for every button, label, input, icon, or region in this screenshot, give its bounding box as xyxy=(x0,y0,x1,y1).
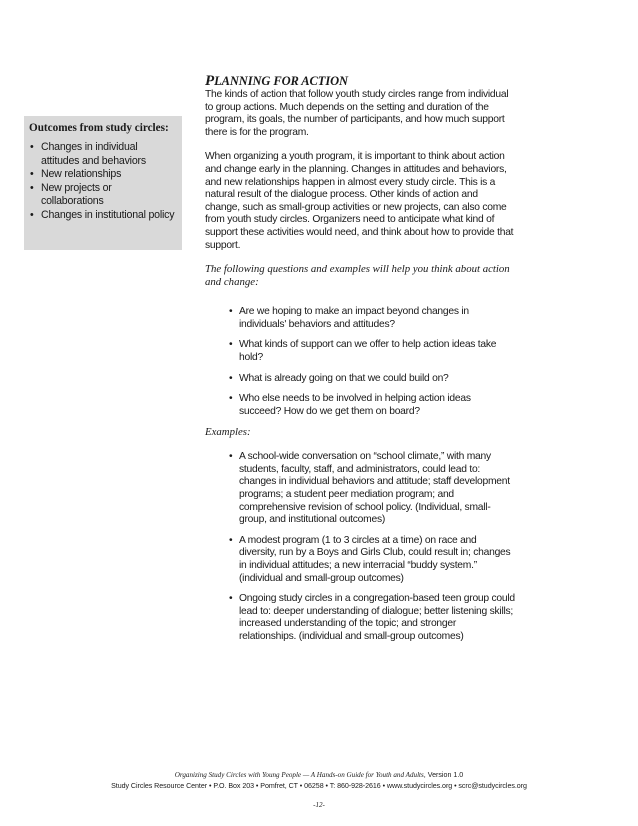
questions-intro: The following questions and examples will help you think about action and change: xyxy=(205,263,510,289)
heading-rest: LANNING FOR ACTION xyxy=(214,74,348,88)
outcomes-sidebar xyxy=(24,116,182,250)
book-version: , Version 1.0 xyxy=(423,771,464,779)
examples-label: Examples: xyxy=(205,426,251,439)
example-item: • A school-wide conversation on “school climate,” with many students, faculty, staff, and administrators, could lead to: changes in individual behaviors and attitude; staff development programs; a student peer mediation program; and comprehensive revision of school policy. (Individual, small-group, and institutional outcomes) xyxy=(229,451,515,527)
outcome-item: • Changes in institutional policy xyxy=(29,209,176,223)
outcomes-list xyxy=(29,141,176,223)
book-title: Organizing Study Circles with Young People — A Hands-on Guide for Youth and Adults xyxy=(174,771,424,779)
main-column xyxy=(205,74,515,652)
questions-list xyxy=(229,306,515,418)
question-item: • Who else needs to be involved in helping action ideas succeed? How do we get them on board? xyxy=(229,393,515,418)
example-item: • Ongoing study circles in a congregation-based teen group could lead to: deeper understanding of dialogue; better listening skills; increased understanding of the topic; and stronger relationships. (individual and small-group outcomes) xyxy=(229,593,515,643)
question-item: • Are we hoping to make an impact beyond changes in individuals' behaviors and attitudes? xyxy=(229,306,515,331)
examples-list xyxy=(229,451,515,643)
example-item: • A modest program (1 to 3 circles at a time) on race and diversity, run by a Boys and Girls Club, could result in; changes in individual attitudes; a new interracial “buddy system.” (individual and small-group outcomes) xyxy=(229,535,515,585)
question-item: • What kinds of support can we offer to help action ideas take hold? xyxy=(229,339,515,364)
page-footer xyxy=(0,770,638,811)
section-heading xyxy=(205,74,515,89)
intro-paragraph: The kinds of action that follow youth study circles range from individual to group actions. Much depends on the setting and duration of the program, its goals, the number of participants, and how much support there is for the program. xyxy=(205,89,509,138)
page-number: -12- xyxy=(313,801,325,809)
heading-initial: P xyxy=(205,73,215,89)
outcome-item: • New relationships xyxy=(29,168,176,182)
sidebar-title: Outcomes from study circles: xyxy=(29,122,169,134)
question-item: • What is already going on that we could build on? xyxy=(229,373,515,386)
outcome-item: • Changes in individual attitudes and behaviors xyxy=(29,141,176,168)
footer-title-line xyxy=(0,770,638,781)
footer-contact: Study Circles Resource Center • P.O. Box 203 • Pomfret, CT • 06258 • T: 860-928-2616 • www.studycircles.org • scrc@studycircles.org xyxy=(111,781,527,790)
planning-paragraph: When organizing a youth program, it is important to think about action and change early in the planning. Changes in attitudes and behaviors, and new relationships happen in almost every study circle. This is a natural result of the dialogue process. Other kinds of action and change, such as small-group activities or new projects, can also come from youth study circles. Organizers need to anticipate what kind of support these activities would need, and think about how to provide that support. xyxy=(205,151,514,251)
outcome-item: • New projects or collaborations xyxy=(29,182,176,209)
